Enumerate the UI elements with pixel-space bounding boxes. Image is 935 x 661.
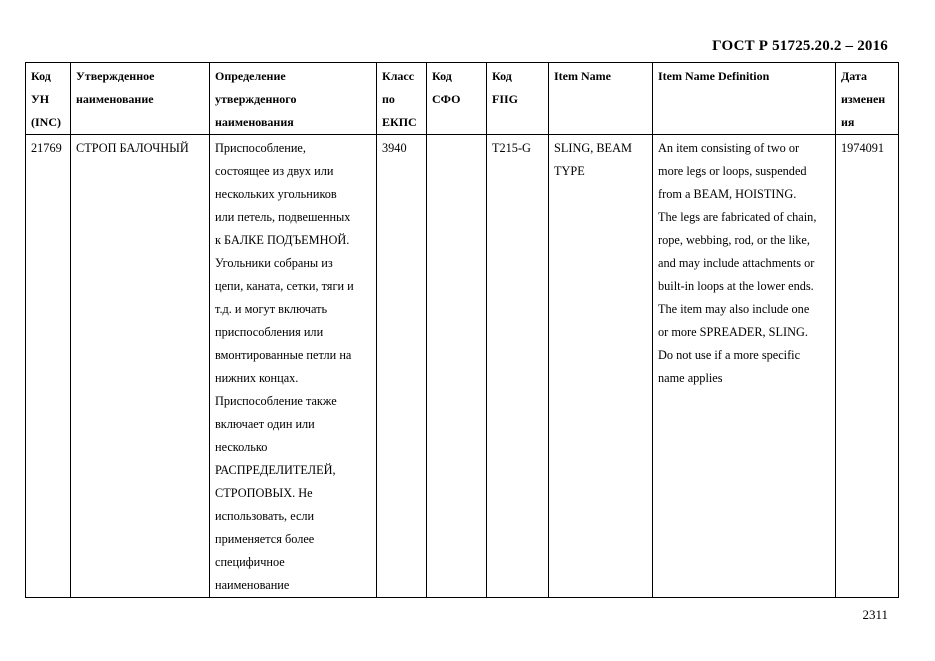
- column-header-change-date: Дата изменен ия: [836, 63, 899, 135]
- cell-item-definition: An item consisting of two or more legs or loops, suspended from a BEAM, HOISTING. The legs are fabricated of chain, rope, webbing, rod, or the like, and may include attachments or built-in loops at the lower ends. The item may also include one or more SPREADER, SLING. Do not use if a more specific name applies: [653, 135, 836, 598]
- nomenclature-table: [25, 62, 899, 598]
- column-header-inc: Код УН (INC): [26, 63, 71, 135]
- cell-change-date: 1974091: [836, 135, 899, 598]
- column-header-fiig-code: Код FIIG: [487, 63, 549, 135]
- page-number: 2311: [862, 607, 888, 622]
- cell-sfo-code: [427, 135, 487, 598]
- cell-inc: 21769: [26, 135, 71, 598]
- column-header-item-definition: Item Name Definition: [653, 63, 836, 135]
- cell-fiig-code: T215-G: [487, 135, 549, 598]
- column-header-sfo-code: Код СФО: [427, 63, 487, 135]
- table-row: [26, 135, 899, 598]
- column-header-ekps-class: Класс по ЕКПС: [377, 63, 427, 135]
- cell-item-name: SLING, BEAM TYPE: [549, 135, 653, 598]
- column-header-definition: Определение утвержденного наименования: [210, 63, 377, 135]
- cell-approved-name: СТРОП БАЛОЧНЫЙ: [71, 135, 210, 598]
- column-header-approved-name: Утвержденное наименование: [71, 63, 210, 135]
- column-header-item-name: Item Name: [549, 63, 653, 135]
- cell-ekps-class: 3940: [377, 135, 427, 598]
- document-standard-header: ГОСТ Р 51725.20.2 – 2016: [712, 38, 888, 54]
- table-header-row: [26, 63, 899, 135]
- cell-definition: Приспособление, состоящее из двух или нескольких угольников или петель, подвешенных к БАЛКЕ ПОДЪЕМНОЙ. Угольники собраны из цепи, каната, сетки, тяги и т.д. и могут включать приспособления или вмонтированные петли на нижних концах. Приспособление также включает один или несколько РАСПРЕДЕЛИТЕЛЕЙ, СТРОПОВЫХ. Не использовать, если применяется более специфичное наименование: [210, 135, 377, 598]
